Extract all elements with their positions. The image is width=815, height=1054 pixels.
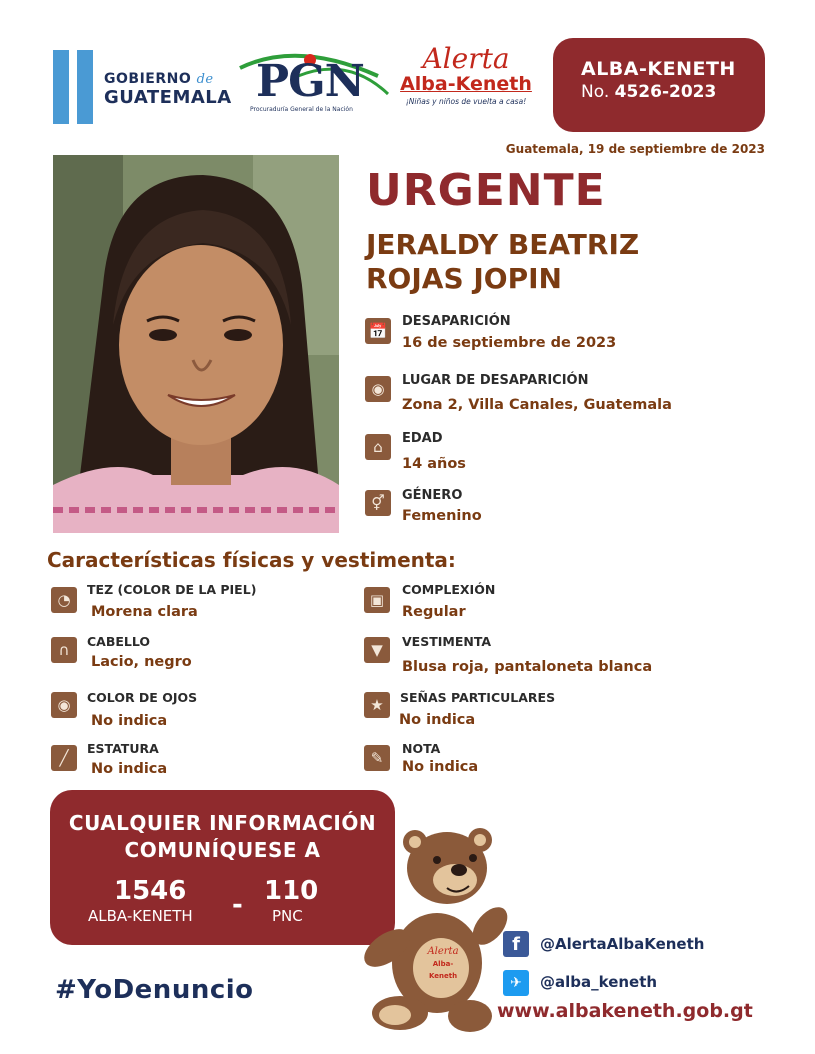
case-number-box bbox=[553, 38, 765, 132]
char-value-tez: Morena clara bbox=[91, 604, 198, 620]
info-label-desaparicion: DESAPARICIÓN bbox=[402, 314, 511, 329]
info-label-lugar: LUGAR DE DESAPARICIÓN bbox=[402, 373, 589, 388]
head-icon: ◔ bbox=[51, 587, 77, 613]
alerta-alba-keneth-logo bbox=[396, 44, 536, 116]
twitter-icon[interactable]: ✈ bbox=[503, 970, 529, 996]
phone-label-pnc: PNC bbox=[272, 907, 303, 925]
char-label-complexion: COMPLEXIÓN bbox=[402, 582, 496, 597]
char-value-complexion: Regular bbox=[402, 604, 466, 620]
alerta-tagline: ¡Niñas y niños de vuelta a casa! bbox=[405, 97, 527, 106]
facebook-icon[interactable]: f bbox=[503, 931, 529, 957]
gobierno-logo-bars bbox=[53, 50, 97, 124]
info-value-genero: Femenino bbox=[402, 508, 482, 524]
case-title: ALBA-KENETH bbox=[581, 58, 736, 80]
phone-separator: - bbox=[232, 890, 243, 920]
gob-line1: GOBIERNO bbox=[104, 71, 192, 87]
eye-icon: ◉ bbox=[51, 692, 77, 718]
char-label-ojos: COLOR DE OJOS bbox=[87, 690, 198, 705]
char-label-nota: NOTA bbox=[402, 741, 441, 756]
gender-icon: ⚥ bbox=[365, 490, 391, 516]
case-no-prefix: No. bbox=[581, 82, 610, 102]
shirt-icon: ▼ bbox=[364, 637, 390, 663]
char-label-estatura: ESTATURA bbox=[87, 741, 159, 756]
info-value-edad: 14 años bbox=[402, 456, 466, 472]
website-link[interactable]: www.albakeneth.gob.gt bbox=[497, 1000, 753, 1022]
info-label-edad: EDAD bbox=[402, 431, 443, 446]
char-value-nota: No indica bbox=[402, 759, 479, 775]
hair-icon: ∩ bbox=[51, 637, 77, 663]
location-pin-icon: ◉ bbox=[365, 376, 391, 402]
char-value-vestimenta: Blusa roja, pantaloneta blanca bbox=[402, 659, 653, 675]
gobierno-logo-text bbox=[104, 70, 232, 107]
char-label-vestimenta: VESTIMENTA bbox=[402, 634, 492, 649]
name-line2: ROJAS JOPIN bbox=[366, 262, 562, 295]
characteristics-title: Características físicas y vestimenta: bbox=[47, 548, 456, 572]
note-icon: ✎ bbox=[364, 745, 390, 771]
contact-box bbox=[50, 790, 395, 945]
mascot-badge-word: Alerta bbox=[427, 946, 459, 957]
char-label-cabello: CABELLO bbox=[87, 634, 151, 649]
info-value-lugar: Zona 2, Villa Canales, Guatemala bbox=[402, 397, 672, 413]
ruler-icon: ╱ bbox=[51, 745, 77, 771]
gob-line2: GUATEMALA bbox=[104, 87, 232, 108]
pgn-logo bbox=[238, 46, 390, 118]
char-value-cabello: Lacio, negro bbox=[91, 654, 192, 670]
person-name bbox=[366, 228, 639, 296]
urgent-heading: URGENTE bbox=[366, 165, 606, 216]
cake-icon: ⌂ bbox=[365, 434, 391, 460]
contact-line2: COMUNÍQUESE A bbox=[124, 838, 321, 862]
twitter-handle[interactable]: @alba_keneth bbox=[540, 973, 658, 991]
issue-date: Guatemala, 19 de septiembre de 2023 bbox=[505, 142, 765, 156]
calendar-icon: 📅 bbox=[365, 318, 391, 344]
char-label-senas: SEÑAS PARTICULARES bbox=[400, 690, 556, 705]
scale-icon: ▣ bbox=[364, 587, 390, 613]
contact-line1: CUALQUIER INFORMACIÓN bbox=[68, 811, 377, 835]
info-label-genero: GÉNERO bbox=[402, 488, 463, 503]
alerta-word: Alerta bbox=[422, 42, 510, 75]
char-value-ojos: No indica bbox=[91, 713, 168, 729]
pgn-letters: PGN bbox=[256, 56, 364, 107]
star-icon: ★ bbox=[364, 692, 390, 718]
pgn-subtitle: Procuraduría General de la Nación bbox=[250, 106, 353, 113]
mascot-badge-name: Alba-Keneth bbox=[428, 960, 458, 980]
missing-person-photo bbox=[53, 155, 339, 533]
char-value-senas: No indica bbox=[399, 712, 476, 728]
char-label-tez: TEZ (COLOR DE LA PIEL) bbox=[87, 582, 257, 597]
name-line1: JERALDY BEATRIZ bbox=[366, 228, 640, 261]
case-number: 4526-2023 bbox=[614, 82, 717, 102]
phone-label-alba-keneth: ALBA-KENETH bbox=[88, 907, 193, 925]
phone-number-pnc[interactable]: 110 bbox=[264, 876, 319, 906]
facebook-handle[interactable]: @AlertaAlbaKeneth bbox=[540, 935, 705, 953]
char-value-estatura: No indica bbox=[91, 761, 168, 777]
bear-mascot bbox=[355, 828, 510, 1038]
hashtag: #YoDenuncio bbox=[55, 975, 254, 1005]
info-value-desaparicion: 16 de septiembre de 2023 bbox=[402, 335, 617, 351]
phone-number-alba-keneth[interactable]: 1546 bbox=[114, 876, 187, 906]
gob-de: de bbox=[196, 72, 214, 87]
alerta-name: Alba-Keneth bbox=[400, 73, 532, 95]
